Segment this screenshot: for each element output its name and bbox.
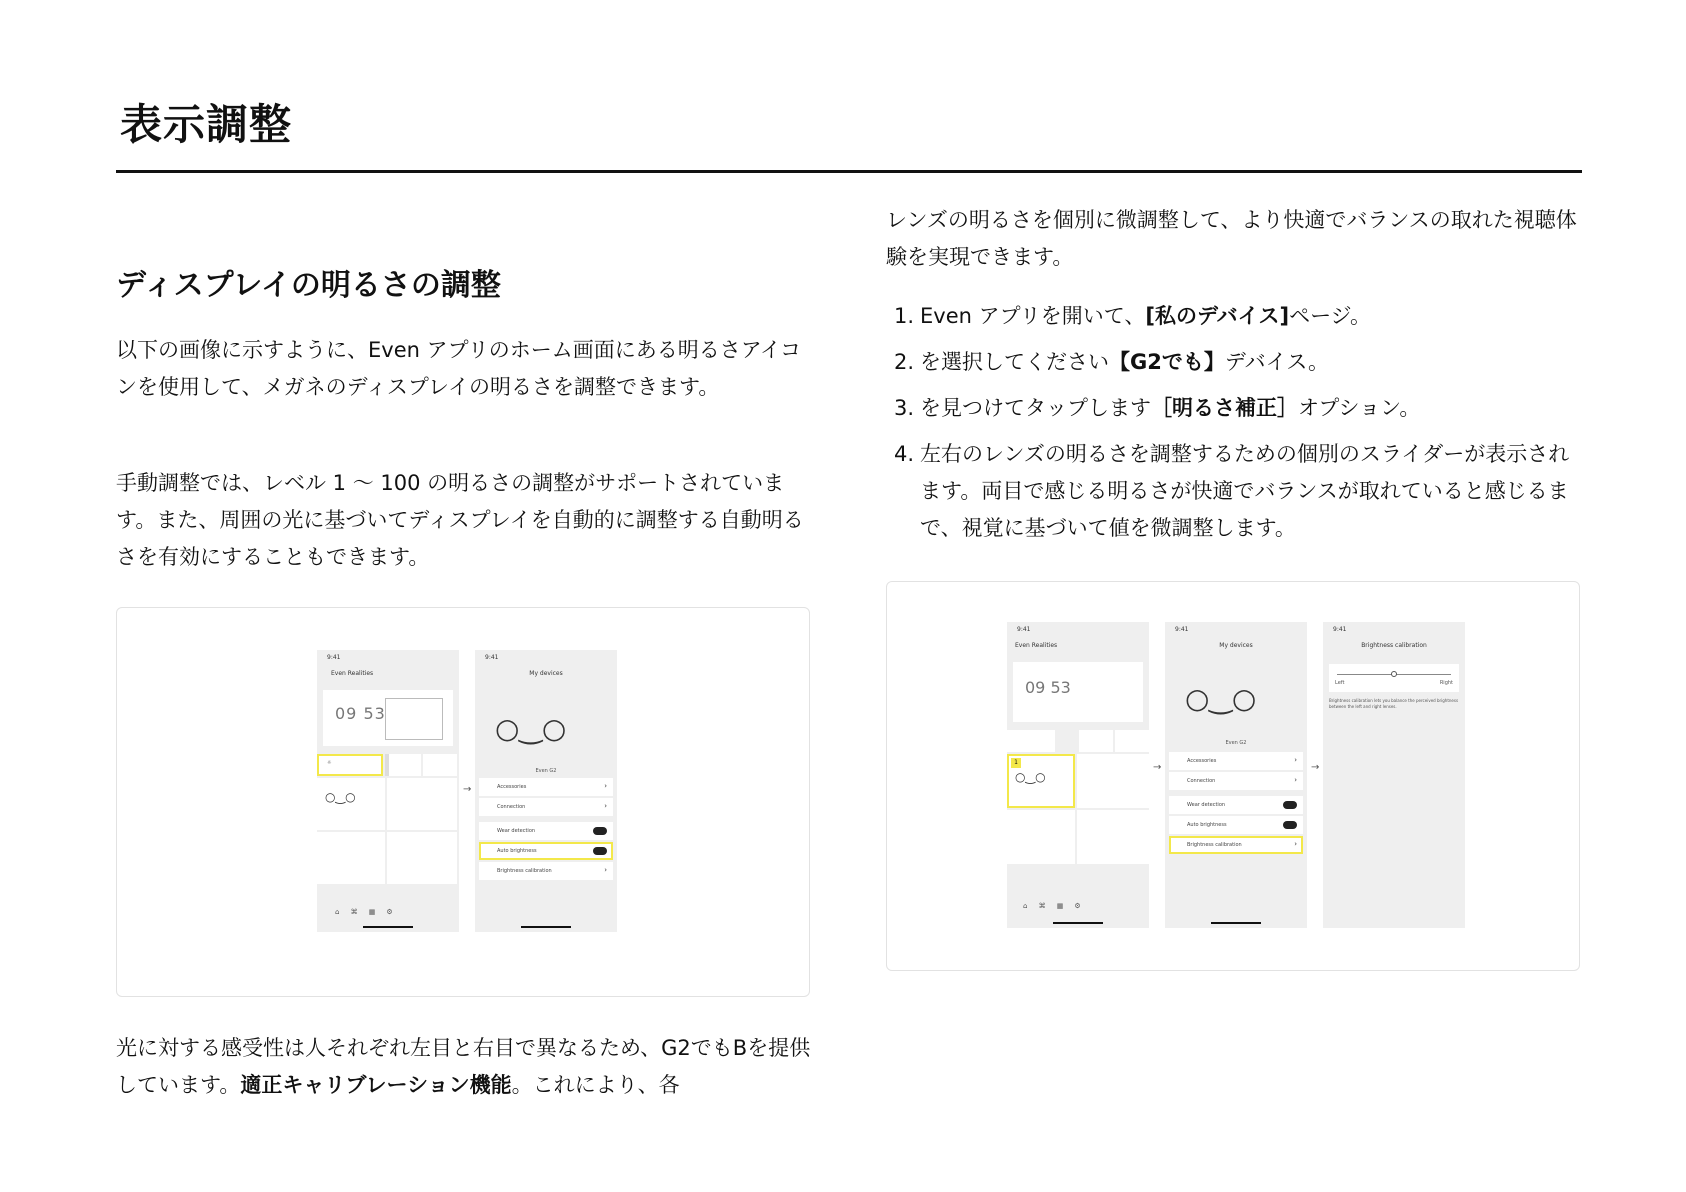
- app-header: Even Realities: [1015, 642, 1058, 649]
- page-title: 表示調整: [120, 100, 293, 149]
- phone-brightness-calibration: [1323, 622, 1465, 928]
- bottom-nav[interactable]: ⌂ ⌘ ▦ ⚙: [335, 908, 393, 916]
- step-item: 2. を選択してください【G2でも】デバイス。: [893, 350, 1330, 374]
- slider-thumb[interactable]: [1391, 671, 1397, 677]
- glasses-tile[interactable]: 1 ○‿○: [1007, 754, 1075, 808]
- home-indicator: [1053, 922, 1103, 924]
- phone-my-devices: [1165, 622, 1307, 928]
- flow-arrow: →: [463, 784, 472, 795]
- flow-arrow: →: [1311, 762, 1320, 773]
- tile-teleprompt[interactable]: [387, 832, 457, 884]
- home-indicator: [1211, 922, 1261, 924]
- tile-translate[interactable]: [317, 832, 385, 884]
- tile-notes[interactable]: [1077, 754, 1149, 808]
- status-bar: 9:41: [1017, 626, 1031, 633]
- row-auto-brightness[interactable]: Auto brightness: [1169, 816, 1303, 834]
- row-accessories[interactable]: Accessories ›: [479, 778, 613, 796]
- tile-settings[interactable]: [423, 754, 457, 776]
- glasses-tile[interactable]: ○‿○: [317, 778, 385, 830]
- step-item: 1. Even アプリを開いて、[私のデバイス]ページ。: [893, 304, 1371, 328]
- paragraph-intro: 以下の画像に示すように、Even アプリのホーム画面にある明るさアイコンを使用して、メガネのディスプレイの明るさを調整できます。: [116, 338, 802, 399]
- bottom-nav[interactable]: ⌂ ⌘ ▦ ⚙: [1023, 902, 1081, 910]
- row-connection[interactable]: Connection ›: [479, 798, 613, 816]
- glasses-image: ○‿○: [495, 712, 567, 745]
- title-divider: [116, 170, 1582, 173]
- status-bar: 9:41: [1175, 626, 1189, 633]
- row-auto-brightness[interactable]: Auto brightness: [479, 842, 613, 860]
- section-heading: ディスプレイの明るさの調整: [116, 268, 501, 303]
- status-bar: 9:41: [485, 654, 499, 661]
- row-brightness-calibration[interactable]: Brightness calibration ›: [1169, 836, 1303, 854]
- screen-title: My devices: [1219, 642, 1253, 649]
- calibration-note: Brightness calibration lets you balance the perceived brightness between the left and right lenses.: [1329, 698, 1459, 709]
- tile-chat[interactable]: [1079, 730, 1113, 752]
- row-accessories[interactable]: Accessories ›: [1169, 752, 1303, 770]
- step-item: 3. を見つけてタップします［明るさ補正］オプション。: [893, 396, 1421, 420]
- status-bar: 9:41: [327, 654, 341, 661]
- steps-list: [886, 298, 1582, 556]
- clock-widget: 09 53: [1013, 662, 1143, 722]
- device-name: Even G2: [535, 768, 557, 774]
- step-badge: 1: [1011, 758, 1021, 768]
- screen-title: My devices: [529, 670, 563, 677]
- step-item: 4. 左右のレンズの明るさを調整するための個別のスライダーが表示されます。両目で感じる明るさが快適でバランスが取れていると感じるまで、視覚に基づいて値を微調整します。: [893, 442, 1570, 540]
- figure-brightness-screens: [116, 607, 810, 997]
- row-wear-detection[interactable]: Wear detection: [1169, 796, 1303, 814]
- glasses-image: ○‿○: [1185, 682, 1257, 715]
- paragraph-right-intro: レンズの明るさを個別に微調整して、より快適でバランスの取れた視聴体験を実現できます。: [886, 208, 1577, 269]
- row-wear-detection[interactable]: Wear detection: [479, 822, 613, 840]
- phone-my-devices: [475, 650, 617, 932]
- tile-translate[interactable]: [1007, 810, 1075, 864]
- paragraph-calibration: 光に対する感受性は人それぞれ左目と右目で異なるため、G2でもBを提供しています。適正キャリブレーション機能。これにより、各: [116, 1036, 811, 1097]
- home-indicator: [363, 926, 413, 928]
- row-connection[interactable]: Connection ›: [1169, 772, 1303, 790]
- device-name: Even G2: [1225, 740, 1247, 746]
- paragraph-manual: 手動調整では、レベル 1 ～ 100 の明るさの調整がサポートされています。また、周囲の光に基づいてディスプレイを自動的に調整する自動明るさを有効にすることもできます。: [116, 471, 804, 569]
- app-header: Even Realities: [331, 670, 374, 677]
- flow-arrow: →: [1153, 762, 1162, 773]
- tile-notes[interactable]: [387, 778, 457, 830]
- phone-home-screen: [317, 650, 459, 932]
- row-brightness-calibration[interactable]: Brightness calibration ›: [479, 862, 613, 880]
- phone-home-screen: [1007, 622, 1149, 928]
- figure-calibration-screens: [886, 581, 1580, 971]
- clock-widget: 09 53: [323, 690, 453, 746]
- home-indicator: [521, 926, 571, 928]
- brightness-icon-tile[interactable]: ☼: [317, 754, 383, 776]
- tile-chat[interactable]: [389, 754, 421, 776]
- tile-brightness[interactable]: [1007, 730, 1055, 752]
- tile-teleprompt[interactable]: [1077, 810, 1149, 864]
- status-bar: 9:41: [1333, 626, 1347, 633]
- screen-title: Brightness calibration: [1361, 642, 1427, 649]
- tile-settings[interactable]: [1115, 730, 1149, 752]
- calibration-slider-card: Left Right: [1329, 664, 1459, 692]
